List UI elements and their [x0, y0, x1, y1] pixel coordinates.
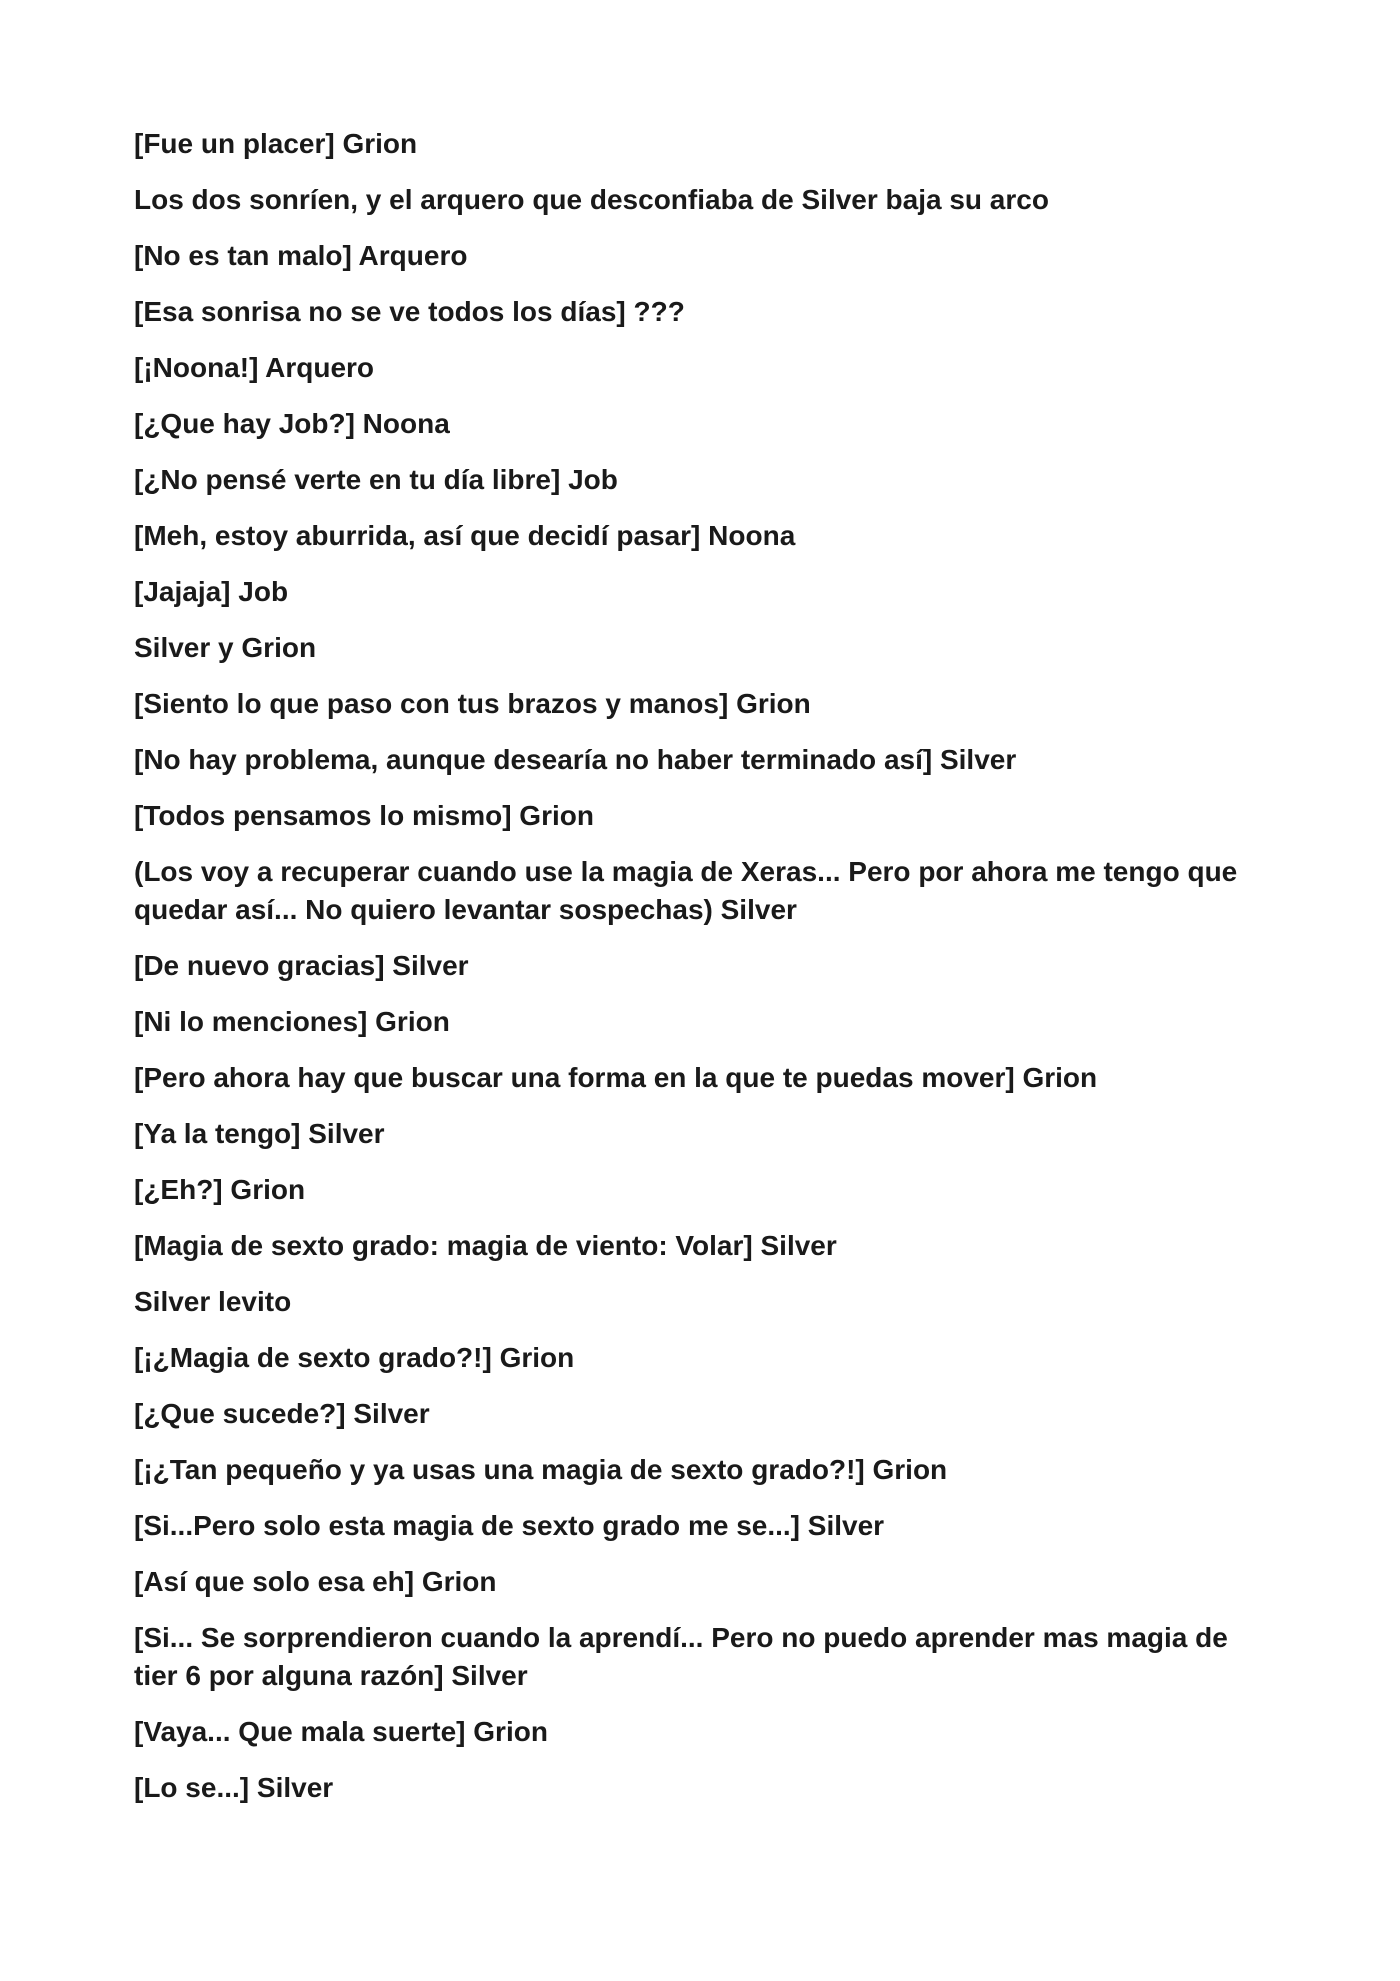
text-line: [Así que solo esa eh] Grion — [134, 1566, 497, 1597]
text-line: [¿No pensé verte en tu día libre] Job — [134, 464, 618, 495]
text-line: [¿Que hay Job?] Noona — [134, 408, 450, 439]
text-line: [Vaya... Que mala suerte] Grion — [134, 1716, 548, 1747]
text-line: Los dos sonríen, y el arquero que desconfiaba de Silver baja su arco — [134, 184, 1049, 215]
text-line: [Magia de sexto grado: magia de viento: Volar] Silver — [134, 1230, 837, 1261]
text-line: [Ni lo menciones] Grion — [134, 1006, 450, 1037]
text-line: Silver levito — [134, 1286, 292, 1317]
text-line: [Fue un placer] Grion — [134, 128, 418, 159]
text-line: [¿Que sucede?] Silver — [134, 1398, 430, 1429]
text-line: [Meh, estoy aburrida, así que decidí pasar] Noona — [134, 520, 796, 551]
text-line: [Ya la tengo] Silver — [134, 1118, 385, 1149]
text-line: [¡¿Tan pequeño y ya usas una magia de sexto grado?!] Grion — [134, 1454, 948, 1485]
text-line: [No hay problema, aunque desearía no haber terminado así] Silver — [134, 744, 1017, 775]
text-line: [¡¿Magia de sexto grado?!] Grion — [134, 1342, 575, 1373]
text-line: [Jajaja] Job — [134, 576, 289, 607]
text-line: Silver y Grion — [134, 632, 317, 663]
text-line: [Si...Pero solo esta magia de sexto grado me se...] Silver — [134, 1510, 885, 1541]
text-line: [Pero ahora hay que buscar una forma en la que te puedas mover] Grion — [134, 1062, 1098, 1093]
text-line: [Lo se...] Silver — [134, 1772, 334, 1803]
text-line: [Todos pensamos lo mismo] Grion — [134, 800, 594, 831]
text-line: [Esa sonrisa no se ve todos los días] ??? — [134, 296, 685, 327]
text-line: [Si... Se sorprendieron cuando la aprendí... Pero no puedo aprender mas magia de tier 6 por alguna razón] Silver — [134, 1622, 1228, 1691]
document-page — [134, 125, 1274, 1825]
text-line: [Siento lo que paso con tus brazos y manos] Grion — [134, 688, 811, 719]
text-line: [¿Eh?] Grion — [134, 1174, 306, 1205]
text-line: [No es tan malo] Arquero — [134, 240, 468, 271]
text-line: [De nuevo gracias] Silver — [134, 950, 469, 981]
text-line: [¡Noona!] Arquero — [134, 352, 375, 383]
text-line: (Los voy a recuperar cuando use la magia de Xeras... Pero por ahora me tengo que quedar así... No quiero levantar sospechas) Silver — [134, 856, 1238, 925]
